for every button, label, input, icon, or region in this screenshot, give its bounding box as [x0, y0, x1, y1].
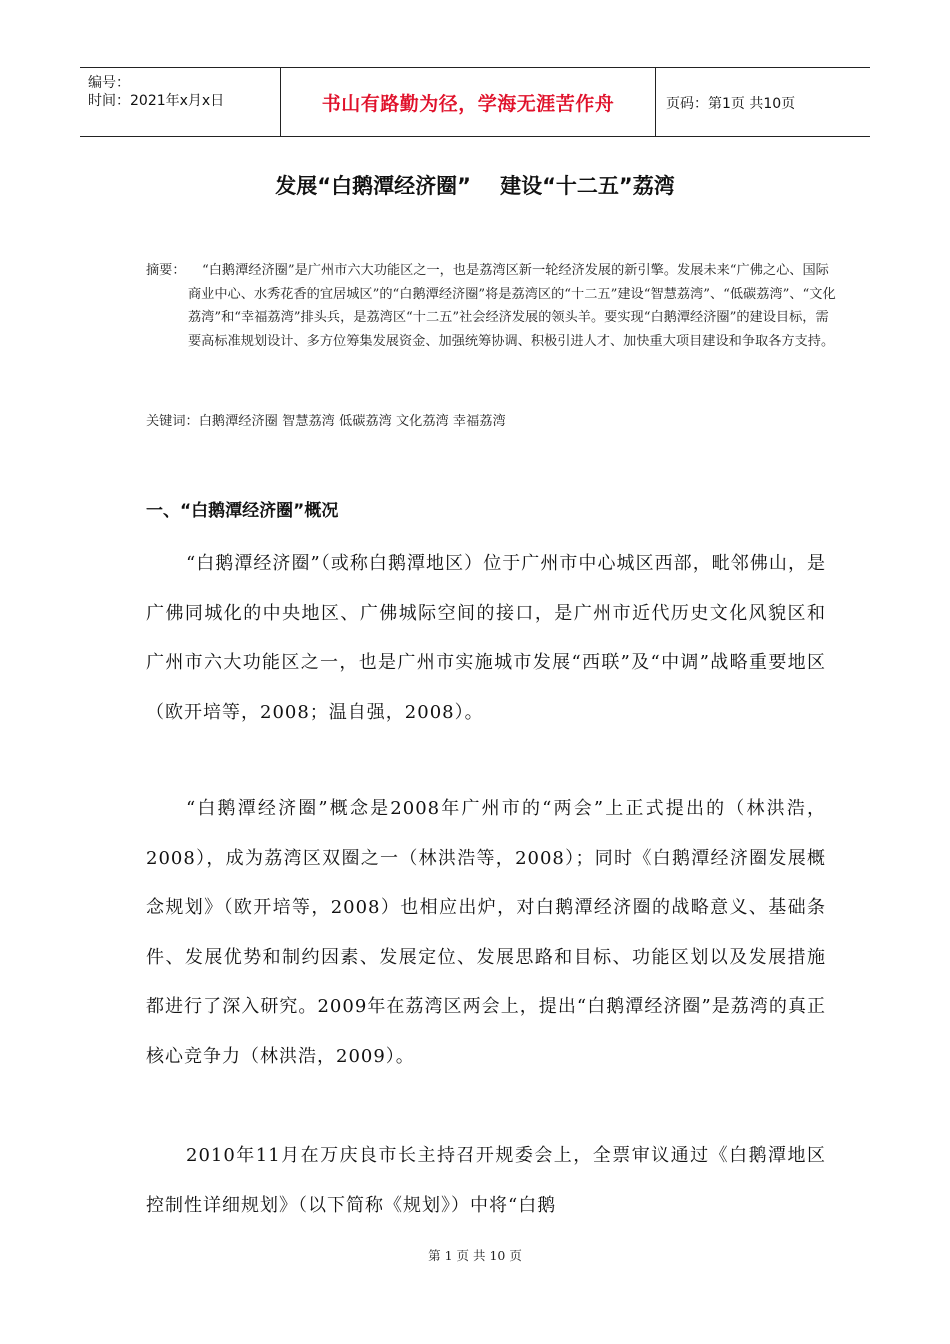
page-footer: 第 1 页 共 10 页	[428, 1248, 522, 1263]
header-number-label: 编号：	[88, 75, 130, 91]
abstract-text: “白鹅潭经济圈”是广州市六大功能区之一，也是荔湾区新一轮经济发展的新引擎。发展未来“广佛之心、国际商业中心、水秀花香的宜居城区”的“白鹅潭经济圈”将是荔湾区的“十二五”建设“智慧荔湾”、“低碳荔湾”、“文化荔湾”和“幸福荔湾”排头兵，是荔湾区“十二五”社会经济发展的领头羊。要实现“白鹅潭经济圈”的建设目标，需要高标准规划设计、多方位筹集发展资金、加强统筹协调、积极引进人才、加快重大项目建设和争取各方支持。	[188, 263, 836, 349]
section-heading: 一、“白鹅潭经济圈”概况	[146, 501, 339, 521]
keywords: 关键词：白鹅潭经济圈 智慧荔湾 低碳荔湾 文化荔湾 幸福荔湾	[146, 414, 506, 429]
body-paragraph-2	[146, 784, 826, 1081]
header-meta	[88, 74, 224, 110]
body-paragraph-1	[146, 539, 826, 737]
page-header	[80, 67, 870, 137]
abstract-label: 摘要：	[146, 263, 186, 278]
header-page-info: 页码：第1页 共10页	[666, 96, 796, 112]
paragraph-text: “白鹅潭经济圈”（或称白鹅潭地区）位于广州市中心城区西部，毗邻佛山，是广佛同城化的中央地区、广佛城际空间的接口，是广州市近代历史文化风貌区和广州市六大功能区之一，也是广州市实施城市发展“西联”及“中调”战略重要地区（欧开培等，2008；温自强，2008）。	[146, 553, 826, 723]
document-title: 发展“白鹅潭经济圈” 建设“十二五”荔湾	[275, 174, 675, 198]
abstract	[146, 259, 836, 353]
paragraph-text: “白鹅潭经济圈”概念是2008年广州市的“两会”上正式提出的（林洪浩，2008），成为荔湾区双圈之一（林洪浩等，2008）；同时《白鹅潭经济圈发展概念规划》（欧开培等，2008）也相应出炉，对白鹅潭经济圈的战略意义、基础条件、发展优势和制约因素、发展定位、发展思路和目标、功能区划以及发展措施都进行了深入研究。2009年在荔湾区两会上，提出“白鹅潭经济圈”是荔湾的真正核心竞争力（林洪浩，2009）。	[146, 798, 826, 1067]
header-motto-box	[280, 67, 656, 137]
body-paragraph-3	[146, 1131, 826, 1230]
header-time-label: 时间：2021年x月x日	[88, 93, 225, 109]
header-motto: 书山有路勤为径，学海无涯苦作舟	[321, 92, 615, 115]
paragraph-text: 2010年11月在万庆良市长主持召开规委会上，全票审议通过《白鹅潭地区控制性详细规划》（以下简称《规划》）中将“白鹅	[146, 1145, 826, 1216]
